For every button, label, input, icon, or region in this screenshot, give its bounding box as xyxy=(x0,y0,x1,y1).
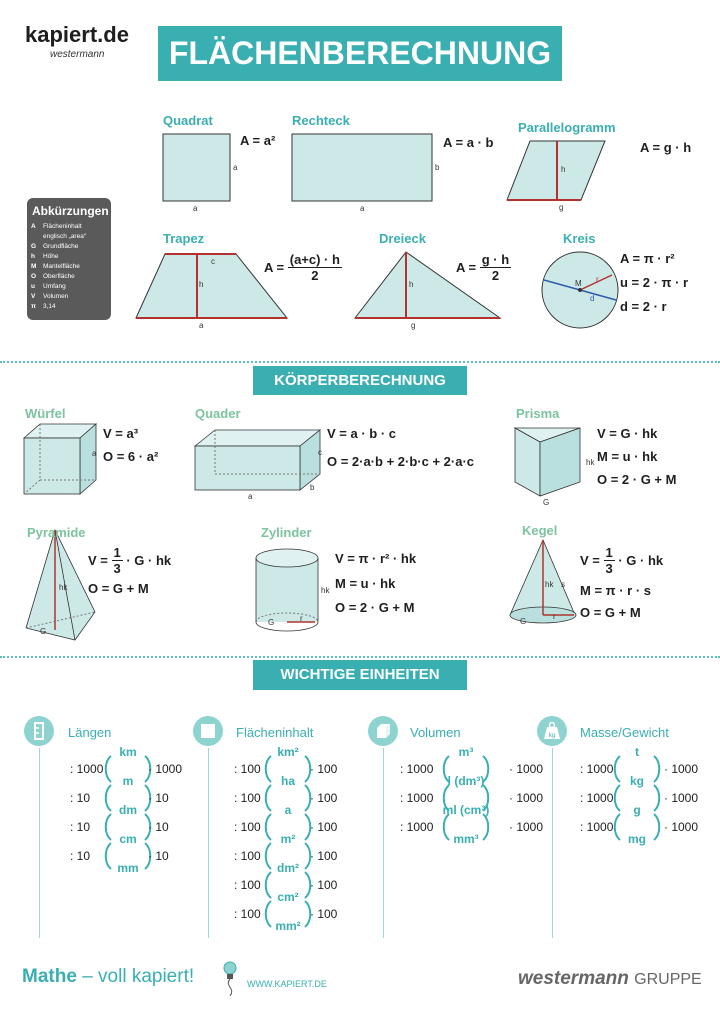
laengen-divide: : 10 xyxy=(70,820,91,834)
quader-surface-formula: O = 2·a·b + 2·b·c + 2·a·c xyxy=(327,454,475,469)
pyramide-label: Pyramide xyxy=(27,525,86,540)
laengen-unit: dm xyxy=(119,803,137,817)
zylinder-surface-formula: O = 2 · G + M xyxy=(335,600,415,615)
wuerfel-volume-formula: V = a³ xyxy=(103,426,139,441)
masse-unit: kg xyxy=(629,774,644,788)
bracket-left-icon xyxy=(613,812,621,847)
masse-divide: : 1000 xyxy=(580,820,614,834)
laengen-divide: : 10 xyxy=(70,849,91,863)
masse-divide: : 1000 xyxy=(580,762,614,776)
flaeche-divide: : 100 xyxy=(234,878,261,892)
flaeche-unit: mm² xyxy=(275,919,301,933)
bracket-left-icon xyxy=(104,841,112,876)
dreieck-numerator: g · h xyxy=(481,252,510,267)
trapez-c-label: c xyxy=(211,257,215,266)
section3-title-text: WICHTIGE EINHEITEN xyxy=(280,666,440,683)
masse-multiply: · 1000 xyxy=(664,791,699,805)
shapes-2d-drawing xyxy=(0,0,720,340)
prisma-g-label: G xyxy=(543,498,550,507)
masse-line xyxy=(552,748,553,938)
kegel-shape xyxy=(510,540,576,623)
laengen-unit: km xyxy=(119,745,137,759)
abbrev-key: h xyxy=(31,253,35,260)
zylinder-label: Zylinder xyxy=(261,525,312,540)
section2-title-text: KÖRPERBERECHNUNG xyxy=(274,372,446,389)
quadrat-bottom-label: a xyxy=(193,204,198,213)
flaeche-divide: : 100 xyxy=(234,791,261,805)
masse-heading: Masse/Gewicht xyxy=(580,725,669,740)
pyramide-surface-formula: O = G + M xyxy=(88,581,149,596)
kegel-denominator: 3 xyxy=(605,561,613,576)
volumen-line xyxy=(383,748,384,938)
flaeche-divide: : 100 xyxy=(234,820,261,834)
quader-c-label: c xyxy=(318,448,322,457)
masse-unit: mg xyxy=(628,832,646,846)
prisma-surface-formula: O = 2 · G + M xyxy=(597,472,677,487)
dreieck-denominator: 2 xyxy=(491,268,500,283)
flaeche-unit: dm² xyxy=(277,861,299,875)
rechteck-label: Rechteck xyxy=(292,113,350,128)
zylinder-volume-formula: V = π · r² · hk xyxy=(335,551,417,566)
prisma-mantle-formula: M = u · hk xyxy=(597,449,658,464)
quadrat-formula: A = a² xyxy=(240,133,276,148)
kreis-formula-circumference: u = 2 · π · r xyxy=(620,275,689,290)
kegel-s-label: s xyxy=(561,580,565,589)
kegel-surface-formula: O = G + M xyxy=(580,605,641,620)
laengen-line xyxy=(39,748,40,938)
abbrev-key: M xyxy=(31,263,37,270)
pyramide-denominator: 3 xyxy=(113,561,121,576)
zylinder-r-label: r xyxy=(300,614,303,623)
laengen-unit: mm xyxy=(117,861,139,875)
parallelogramm-label: Parallelogramm xyxy=(518,120,616,135)
masse-multiply: · 1000 xyxy=(664,820,699,834)
quadrat-shape xyxy=(163,134,230,201)
volumen-unit: ml (cm³) xyxy=(442,803,490,817)
flaeche-unit: ha xyxy=(280,774,295,788)
abbrev-value: Oberfläche xyxy=(43,273,75,280)
bracket-right-icon xyxy=(482,812,490,847)
bracket-left-icon xyxy=(264,899,272,934)
footer-publisher xyxy=(518,968,702,990)
lightbulb-icon xyxy=(220,956,240,1001)
cube-icon xyxy=(368,716,398,746)
masse-divide: : 1000 xyxy=(580,791,614,805)
kreis-r-label: r xyxy=(596,275,599,284)
kreis-m-label: M xyxy=(575,279,582,288)
quader-volume-formula: V = a · b · c xyxy=(327,426,396,441)
abbrev-value: Mantelfläche xyxy=(43,263,80,270)
abbrev-value: Flächeninhalt englisch „area“ xyxy=(43,223,86,240)
flaeche-unit: cm² xyxy=(277,890,299,904)
volumen-divide: : 1000 xyxy=(400,820,434,834)
kreis-formula-area: A = π · r² xyxy=(620,251,675,266)
parallelogramm-formula: A = g · h xyxy=(640,140,692,155)
prisma-hk-label: hk xyxy=(586,458,595,467)
flaeche-multiply: · 100 xyxy=(310,762,338,776)
quader-b-label: b xyxy=(310,483,315,492)
volumen-unit: m³ xyxy=(458,745,474,759)
zylinder-mantle-formula: M = u · hk xyxy=(335,576,396,591)
quader-shape xyxy=(195,430,320,490)
kegel-volume-rhs: · G · hk xyxy=(618,553,664,568)
svg-text:kg: kg xyxy=(548,733,556,739)
laengen-multiply: · 10 xyxy=(148,791,169,805)
laengen-unit: m xyxy=(122,774,134,788)
laengen-multiply: · 1000 xyxy=(148,762,183,776)
kreis-center xyxy=(578,288,582,292)
flaeche-divide: : 100 xyxy=(234,907,261,921)
dreieck-g-label: g xyxy=(411,321,416,330)
abbrev-title: Abkürzungen xyxy=(32,204,109,218)
kegel-volume-lhs: V = xyxy=(580,553,600,568)
wuerfel-label: Würfel xyxy=(25,406,66,421)
rechteck-formula: A = a · b xyxy=(443,135,494,150)
kreis-d-label: d xyxy=(590,294,595,303)
trapez-numerator: (a+c) · h xyxy=(289,252,340,267)
trapez-h-label: h xyxy=(199,280,204,289)
dreieck-formula xyxy=(456,252,511,283)
bracket-right-icon xyxy=(653,812,661,847)
volumen-divide: : 1000 xyxy=(400,791,434,805)
section-divider-2 xyxy=(0,656,720,658)
abbrev-key: π xyxy=(31,303,36,310)
abbrev-key: O xyxy=(31,273,37,280)
kegel-g-label: G xyxy=(520,617,527,626)
flaeche-unit: a xyxy=(284,803,292,817)
ruler-icon xyxy=(24,716,54,746)
quader-label: Quader xyxy=(195,406,241,421)
abbrev-key: G xyxy=(31,243,37,250)
zylinder-hk-label: hk xyxy=(321,586,330,595)
parallelogramm-g-label: g xyxy=(559,203,564,212)
section2-title xyxy=(253,366,467,395)
zylinder-g-label: G xyxy=(268,618,275,627)
kegel-hk-label: hk xyxy=(545,580,554,589)
masse-multiply: · 1000 xyxy=(664,762,699,776)
bracket-left-icon xyxy=(442,812,450,847)
abbrev-key: A xyxy=(31,223,36,230)
abbrev-value: Grundfläche xyxy=(43,243,79,250)
rechteck-side-label: b xyxy=(435,163,440,172)
flaeche-unit: km² xyxy=(277,745,299,759)
flaeche-divide: : 100 xyxy=(234,762,261,776)
kegel-numerator: 1 xyxy=(605,545,613,560)
prisma-volume-formula: V = G · hk xyxy=(597,426,658,441)
rechteck-shape xyxy=(292,134,432,201)
masse-unit: t xyxy=(635,745,639,759)
dreieck-label: Dreieck xyxy=(379,231,426,246)
flaeche-multiply: · 100 xyxy=(310,791,338,805)
flaeche-multiply: · 100 xyxy=(310,820,338,834)
laengen-multiply: · 10 xyxy=(148,849,169,863)
trapez-formula xyxy=(264,252,342,283)
kegel-mantle-formula: M = π · r · s xyxy=(580,583,651,598)
trapez-denominator: 2 xyxy=(311,268,319,283)
laengen-divide: : 1000 xyxy=(70,762,104,776)
pyramide-volume-rhs: · G · hk xyxy=(126,553,172,568)
abbrev-key: u xyxy=(31,283,35,290)
wuerfel-surface-formula: O = 6 · a² xyxy=(103,449,159,464)
laengen-divide: : 10 xyxy=(70,791,91,805)
footer-url[interactable]: WWW.KAPIERT.DE xyxy=(247,979,327,989)
kreis-label: Kreis xyxy=(563,231,596,246)
square-icon xyxy=(193,716,223,746)
trapez-a-label: a xyxy=(199,321,204,330)
wuerfel-a-label: a xyxy=(92,449,97,458)
dreieck-h-label: h xyxy=(409,280,414,289)
pyramide-volume-lhs: V = xyxy=(88,553,108,568)
laengen-multiply: · 10 xyxy=(148,820,169,834)
rechteck-bottom-label: a xyxy=(360,204,365,213)
footer-slogan xyxy=(22,966,194,988)
flaeche-multiply: · 100 xyxy=(310,907,338,921)
flaeche-multiply: · 100 xyxy=(310,849,338,863)
kegel-r-label: r xyxy=(553,612,556,621)
trapez-formula-lhs: A = xyxy=(264,260,285,275)
masse-unit: g xyxy=(633,803,641,817)
wuerfel-shape xyxy=(24,424,96,494)
abbrev-value: 3,14 xyxy=(43,303,56,310)
dreieck-formula-lhs: A = xyxy=(456,260,477,275)
trapez-label: Trapez xyxy=(163,231,205,246)
volumen-multiply: · 1000 xyxy=(509,791,544,805)
abbrev-value: Höhe xyxy=(43,253,59,260)
section3-title xyxy=(253,660,467,690)
prisma-label: Prisma xyxy=(516,406,560,421)
volumen-multiply: · 1000 xyxy=(509,820,544,834)
pyramide-numerator: 1 xyxy=(113,545,121,560)
footer-slogan-b: – voll kapiert! xyxy=(82,966,195,987)
quadrat-label: Quadrat xyxy=(163,113,213,128)
footer-publisher-b: GRUPPE xyxy=(634,971,702,988)
footer-publisher-a: westermann xyxy=(518,968,629,989)
flaeche-multiply: · 100 xyxy=(310,878,338,892)
laengen-heading: Längen xyxy=(68,725,112,740)
volumen-divide: : 1000 xyxy=(400,762,434,776)
page-title-text: FLÄCHENBERECHNUNG xyxy=(168,35,552,71)
pyramide-g-label: G xyxy=(40,627,47,636)
footer-slogan-a: Mathe xyxy=(22,966,77,987)
flaeche-heading: Flächeninhalt xyxy=(236,725,314,740)
logo-text: kapiert.de xyxy=(25,22,129,47)
quader-a-label: a xyxy=(248,492,253,501)
abbrev-value: Umfang xyxy=(43,283,66,290)
section-divider-1 xyxy=(0,361,720,363)
kreis-formula-diameter: d = 2 · r xyxy=(620,299,667,314)
flaeche-divide: : 100 xyxy=(234,849,261,863)
volumen-unit: mm³ xyxy=(453,832,479,846)
quadrat-side-label: a xyxy=(233,163,238,172)
weight-icon xyxy=(537,716,567,746)
flaeche-line xyxy=(208,748,209,938)
zylinder-shape xyxy=(256,549,318,631)
parallelogramm-h-label: h xyxy=(561,165,566,174)
logo-sub: westermann xyxy=(50,49,105,60)
abbrev-value: Volumen xyxy=(43,293,69,300)
laengen-unit: cm xyxy=(119,832,137,846)
kegel-volume-formula xyxy=(580,545,663,576)
volumen-unit: l (dm³) xyxy=(447,774,485,788)
kegel-label: Kegel xyxy=(522,523,558,538)
flaeche-unit: m² xyxy=(280,832,296,846)
volumen-multiply: · 1000 xyxy=(509,762,544,776)
pyramide-volume-formula xyxy=(88,545,171,576)
volumen-heading: Volumen xyxy=(410,725,461,740)
abbrev-key: V xyxy=(31,293,36,300)
pyramide-hk-label: hk xyxy=(59,583,68,592)
prisma-shape xyxy=(515,428,580,496)
